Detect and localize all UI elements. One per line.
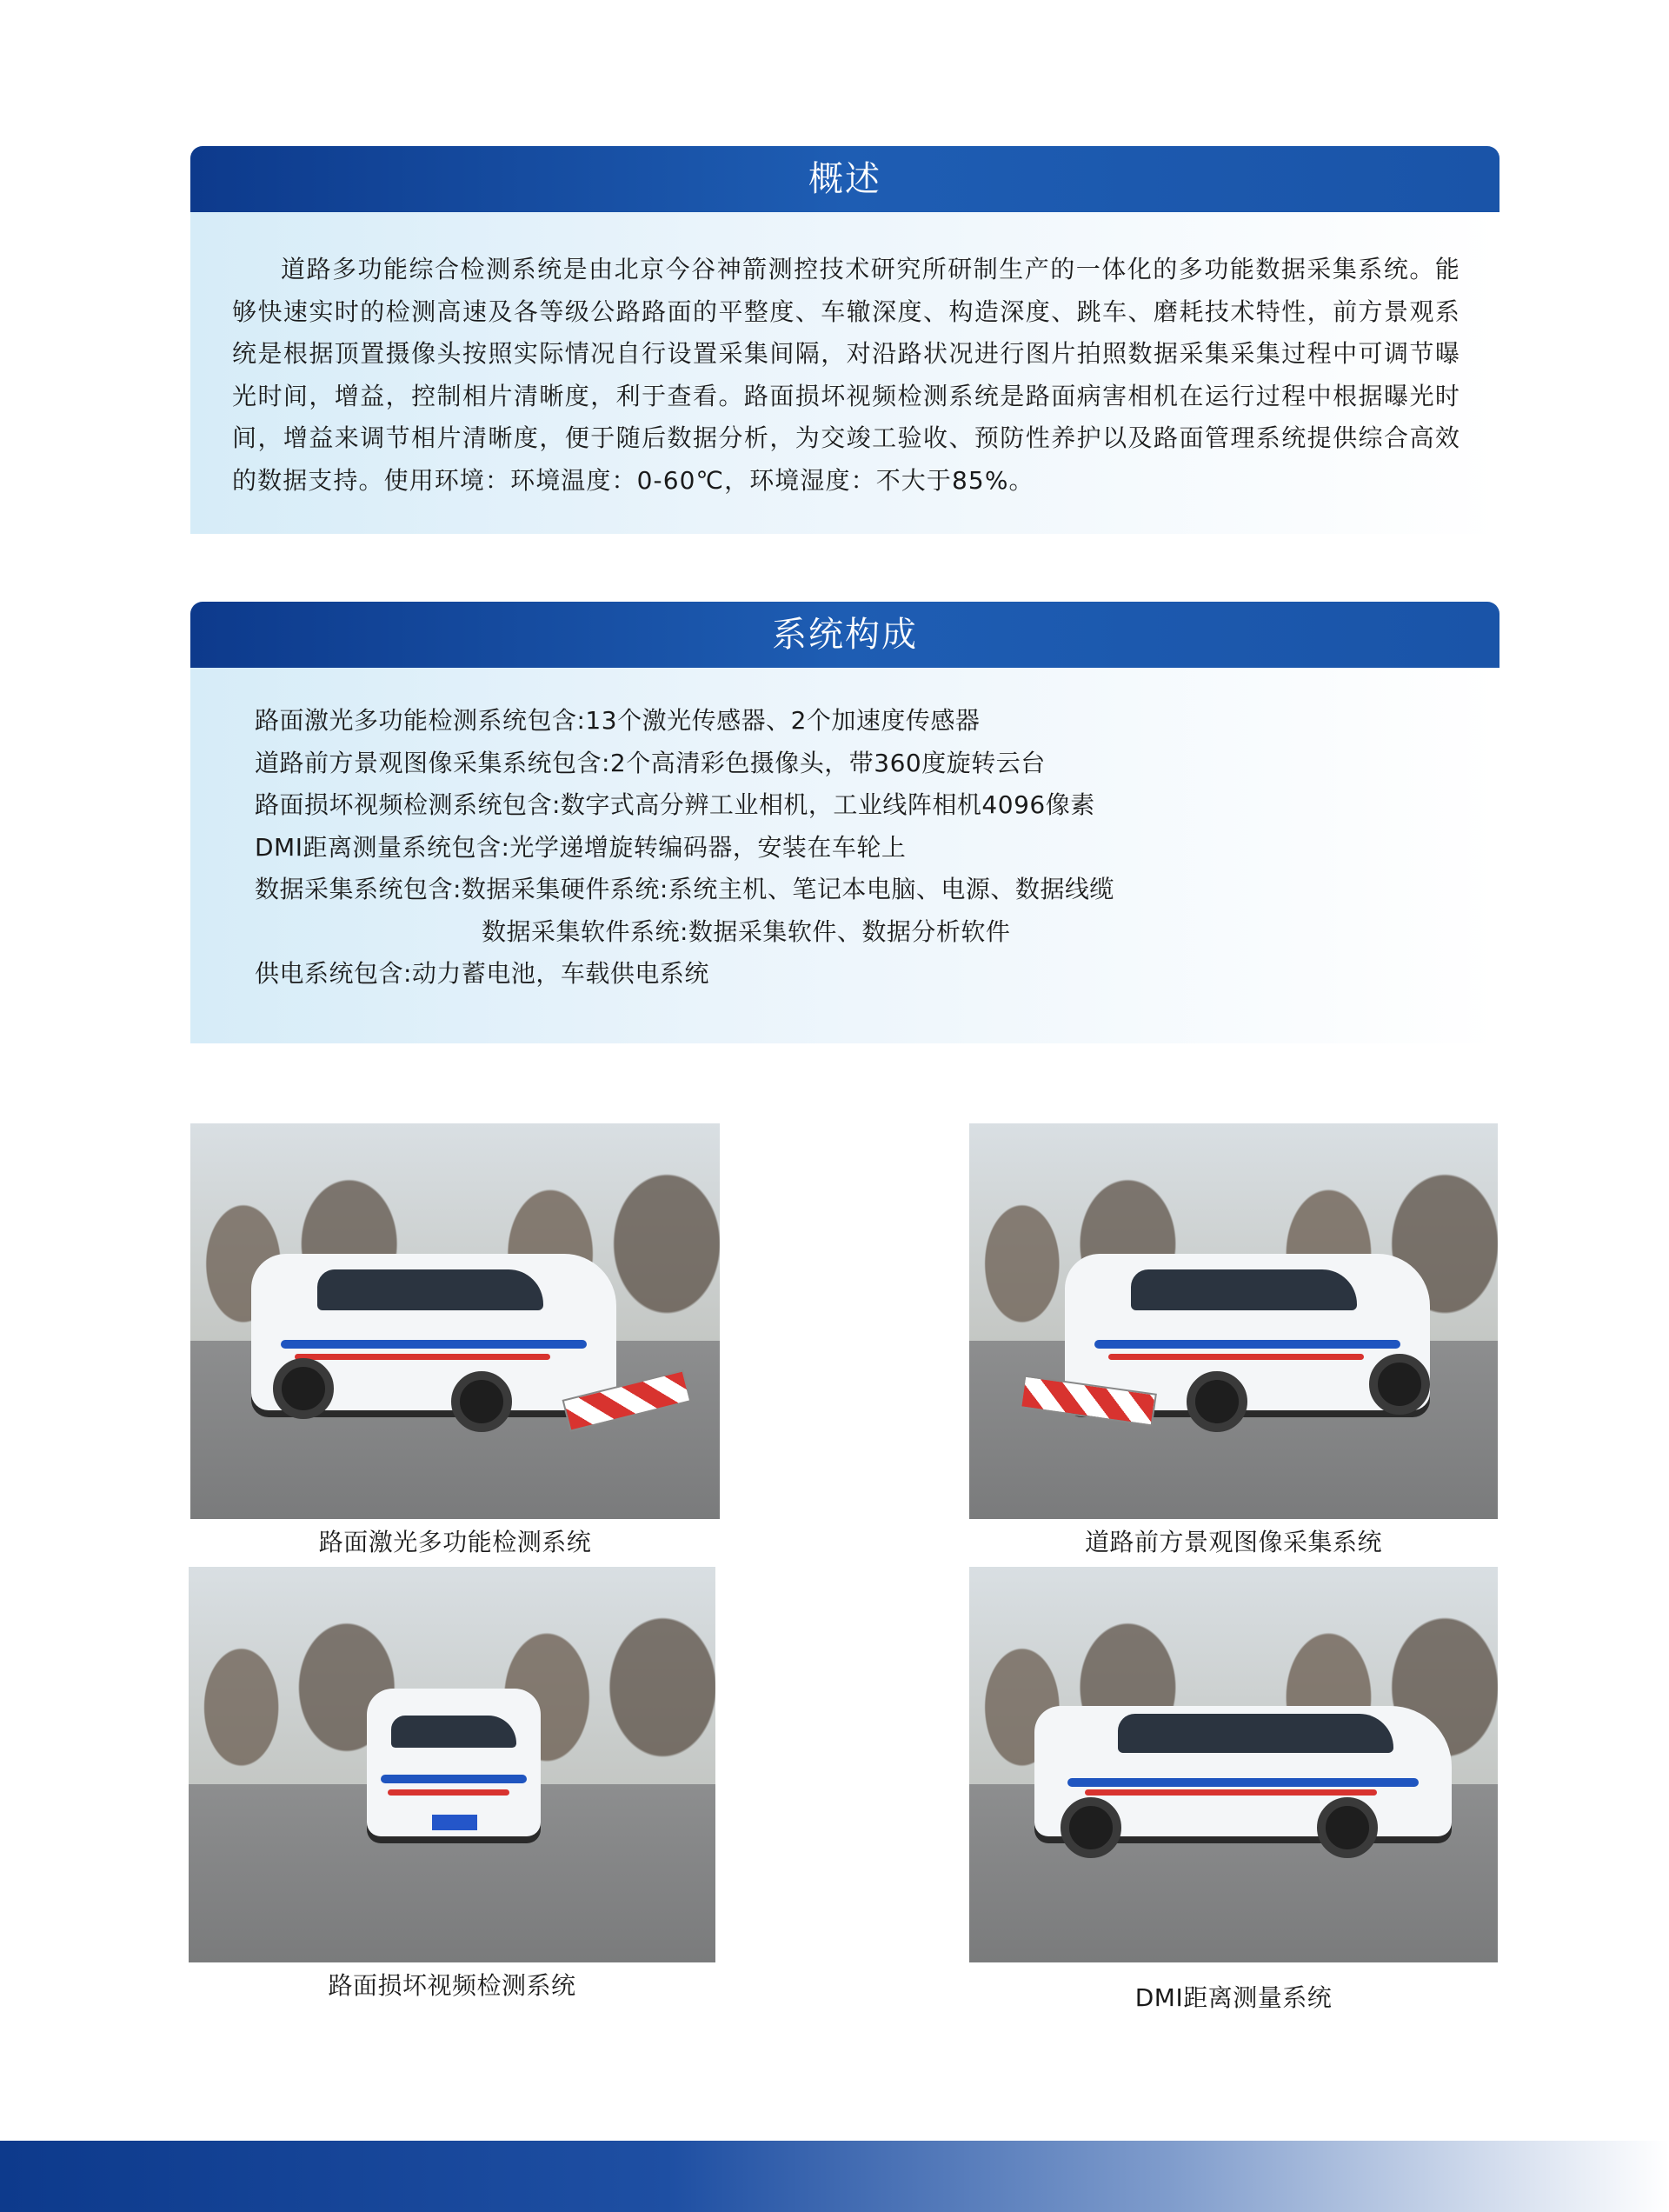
footer-band [0, 2141, 1669, 2212]
composition-section-title: 系统构成 [190, 602, 1499, 668]
photo-front-view-system [969, 1123, 1498, 1519]
composition-line-dmi: DMI距离测量系统包含:光学递增旋转编码器，安装在车轮上 [255, 832, 907, 862]
overview-section-body [190, 212, 1499, 534]
composition-line-data-software: 数据采集软件系统:数据采集软件、数据分析软件 [482, 916, 1011, 946]
photo-dmi-system [969, 1567, 1498, 1962]
composition-line-power: 供电系统包含:动力蓄电池，车载供电系统 [255, 959, 709, 988]
photo-caption-front-view: 道路前方景观图像采集系统 [1084, 1528, 1382, 1556]
composition-line-data-hardware: 数据采集系统包含:数据采集硬件系统:系统主机、笔记本电脑、电源、数据线缆 [255, 875, 1114, 903]
composition-line-front-view: 道路前方景观图像采集系统包含:2个高清彩色摄像头，带360度旋转云台 [255, 748, 1046, 777]
overview-section-title: 概述 [190, 146, 1499, 212]
composition-line-damage-video: 路面损坏视频检测系统包含:数字式高分辨工业相机，工业线阵相机4096像素 [255, 790, 1095, 819]
photo-caption-laser: 路面激光多功能检测系统 [318, 1528, 592, 1556]
composition-line-laser: 路面激光多功能检测系统包含:13个激光传感器、2个加速度传感器 [255, 706, 981, 735]
photo-caption-damage-video: 路面损坏视频检测系统 [328, 1971, 576, 2000]
photo-damage-video-system [189, 1567, 715, 1962]
composition-section-body [190, 668, 1499, 1043]
photo-laser-system [190, 1123, 720, 1519]
overview-paragraph: 道路多功能综合检测系统是由北京今谷神箭测控技术研究所研制生产的一体化的多功能数据采集系统。能够快速实时的检测高速及各等级公路路面的平整度、车辙深度、构造深度、跳车、磨耗技术特性，前方景观系统是根据顶置摄像头按照实际情况自行设置采集间隔，对沿路状况进行图片拍照数据采集采集过程中可调节曝光时间，增益，控制相片清晰度，利于查看。路面损坏视频检测系统是路面病害相机在运行过程中根据曝光时间，增益来调节相片清晰度，便于随后数据分析，为交竣工验收、预防性养护以及路面管理系统提供综合高效的数据支持。使用环境：环境温度：0-60℃，环境湿度：不大于85%。 [232, 255, 1460, 495]
photo-caption-dmi: DMI距离测量系统 [1134, 1983, 1333, 2012]
